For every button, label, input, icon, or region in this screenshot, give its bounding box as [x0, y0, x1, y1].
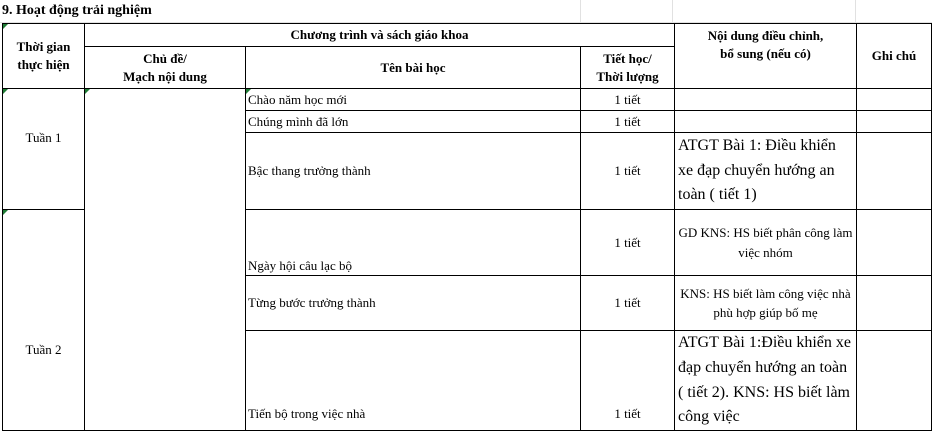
header-period-line1: Tiết học/	[603, 50, 652, 66]
header-topic-line1: Chủ đề/	[143, 50, 187, 66]
week-cell[interactable]	[3, 210, 85, 431]
lesson-cell[interactable]	[246, 133, 581, 210]
header-note: Ghi chú	[871, 48, 917, 64]
sheet-gridline	[580, 0, 581, 22]
header-time-line2: thực hiện	[17, 57, 70, 72]
header-program-cell[interactable]	[85, 24, 675, 47]
header-note-cell[interactable]	[857, 24, 932, 89]
lesson-plan-table	[2, 23, 932, 431]
lesson-cell[interactable]	[246, 276, 581, 331]
header-lesson-cell[interactable]	[246, 47, 581, 89]
period-value: 1 tiết	[614, 163, 641, 179]
note-cell[interactable]	[857, 133, 932, 210]
period-value: 1 tiết	[614, 91, 641, 107]
section-title[interactable]: 9. Hoạt động trải nghiệm	[2, 3, 152, 18]
adjust-cell[interactable]	[675, 111, 857, 133]
header-adjust-cell[interactable]	[675, 24, 857, 89]
adjust-cell[interactable]	[675, 210, 857, 276]
sheet-gridline	[672, 0, 673, 22]
period-cell[interactable]	[581, 331, 675, 431]
adjust-cell[interactable]	[675, 89, 857, 111]
week-label: Tuần 1	[25, 130, 62, 145]
header-adjust-line2: bổ sung (nếu có)	[720, 45, 811, 61]
period-value: 1 tiết	[614, 234, 641, 250]
lesson-name: Chúng mình đã lớn	[248, 113, 349, 129]
lesson-cell[interactable]	[246, 210, 581, 276]
adjust-text: ATGT Bài 1:Điều khiển xe đạp chuyển hướng an toàn ( tiết 2). KNS: HS biết làm công việc	[678, 334, 852, 426]
header-period-cell[interactable]	[581, 47, 675, 89]
table-row	[3, 89, 932, 111]
header-topic-line2: Mạch nội dung	[123, 68, 207, 84]
header-lesson: Tên bài học	[380, 59, 446, 75]
sheet-gridline	[855, 0, 856, 22]
header-period-line2: Thời lượng	[596, 68, 659, 84]
period-value: 1 tiết	[614, 405, 641, 421]
note-cell[interactable]	[857, 331, 932, 431]
header-program: Chương trình và sách giáo khoa	[290, 27, 469, 43]
period-value: 1 tiết	[614, 295, 641, 311]
lesson-name: Từng bước trưởng thành	[248, 295, 376, 311]
adjust-text: GD KNS: HS biết phân công làm việc nhóm	[678, 225, 853, 260]
header-time-line1: Thời gian	[16, 39, 71, 55]
topic-cell[interactable]	[85, 89, 246, 431]
period-cell[interactable]	[581, 133, 675, 210]
period-cell[interactable]	[581, 276, 675, 331]
adjust-cell[interactable]	[675, 133, 857, 210]
header-topic-cell[interactable]	[85, 47, 246, 89]
note-cell[interactable]	[857, 89, 932, 111]
period-cell[interactable]	[581, 111, 675, 133]
week-label: Tuần 2	[25, 342, 62, 358]
header-adjust-line1: Nội dung điều chỉnh,	[707, 28, 824, 43]
lesson-name: Tiến bộ trong việc nhà	[248, 405, 366, 421]
note-cell[interactable]	[857, 111, 932, 133]
lesson-cell[interactable]	[246, 89, 581, 111]
lesson-cell[interactable]	[246, 111, 581, 133]
lesson-cell[interactable]	[246, 331, 581, 431]
lesson-name: Chào năm học mới	[248, 91, 347, 107]
week-cell[interactable]	[3, 89, 85, 210]
note-cell[interactable]	[857, 276, 932, 331]
adjust-text: KNS: HS biết làm công việc nhà phù hợp giúp bố mẹ	[680, 285, 851, 320]
adjust-cell[interactable]	[675, 276, 857, 331]
lesson-name: Ngày hội câu lạc bộ	[248, 258, 352, 274]
period-cell[interactable]	[581, 210, 675, 276]
adjust-text: ATGT Bài 1: Điều khiển xe đạp chuyển hướng an toàn ( tiết 1)	[678, 136, 836, 204]
period-cell[interactable]	[581, 89, 675, 111]
period-value: 1 tiết	[614, 113, 641, 129]
adjust-cell[interactable]	[675, 331, 857, 431]
note-cell[interactable]	[857, 210, 932, 276]
header-time-cell[interactable]	[3, 24, 85, 89]
lesson-name: Bậc thang trưởng thành	[248, 163, 371, 179]
